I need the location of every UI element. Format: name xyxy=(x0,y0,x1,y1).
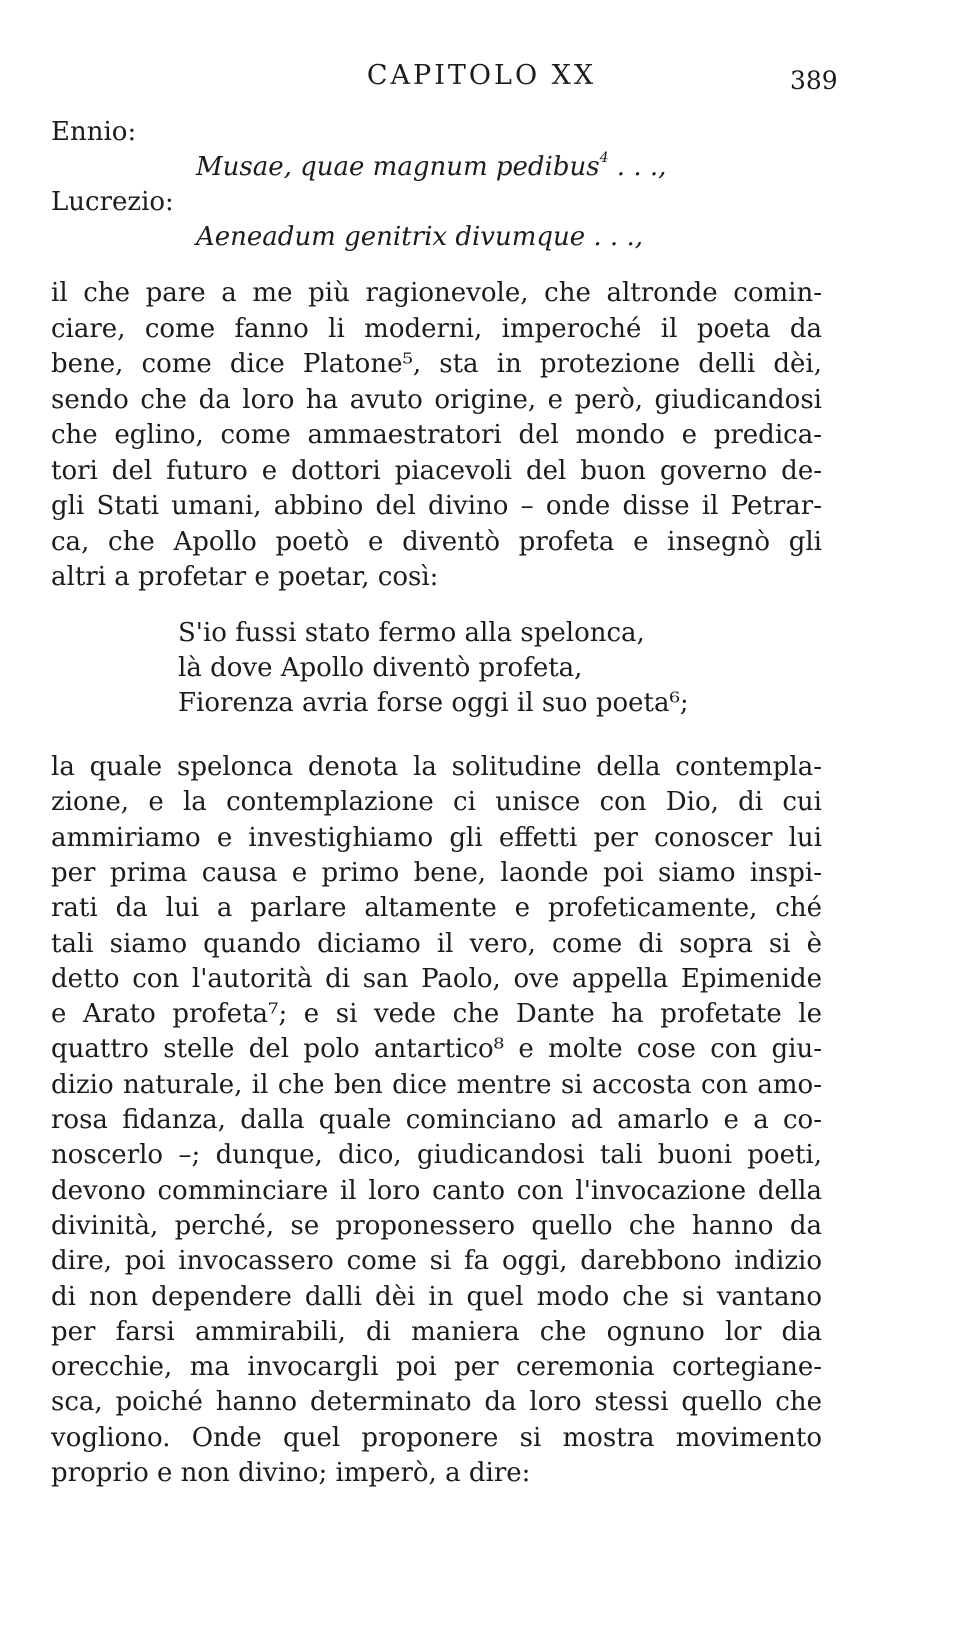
text-line: la quale spelonca denota la solitudine della contempla- xyxy=(51,752,822,782)
text-line: devono comminciare il loro canto con l'invocazione della xyxy=(51,1175,822,1206)
text-line: di non dependere dalli dèi in quel modo che si vantano xyxy=(51,1281,822,1312)
text-line: ca, che Apollo poetò e diventò profeta e insegnò gli xyxy=(51,526,822,557)
text-line: detto con l'autorità di san Paolo, ove appella Epimenide xyxy=(51,963,822,994)
text-line: e Arato profeta⁷; e si vede che Dante ha profetate le xyxy=(51,999,822,1030)
text-line: sca, poiché hanno determinato da loro stessi quello che xyxy=(51,1387,822,1418)
text-line: gli Stati umani, abbino del divino – onde disse il Petrar- xyxy=(51,491,822,521)
text-line: sendo che da loro ha avuto origine, e però, giudicandosi xyxy=(51,384,822,415)
text-line: vogliono. Onde quel proponere si mostra movimento xyxy=(51,1422,822,1453)
text-line: bene, come dice Platone⁵, sta in protezione delli dèi, xyxy=(51,349,822,379)
text-line: Fiorenza avria forse oggi il suo poeta⁶; xyxy=(178,688,689,718)
text-line: S'io fussi stato fermo alla spelonca, xyxy=(178,618,645,648)
text-line: il che pare a me più ragionevole, che altronde comin- xyxy=(51,278,822,308)
text-line: divinità, perché, se proponessero quello che hanno da xyxy=(51,1210,822,1241)
citation-label: Lucrezio: xyxy=(51,187,174,217)
page-number: 389 xyxy=(790,66,838,95)
text-line: altri a profetar e poetar, così: xyxy=(51,562,439,592)
text-line: rosa fidanza, dalla quale cominciano ad amarlo e a co- xyxy=(51,1105,822,1135)
text-line: tali siamo quando diciamo il vero, come di sopra si è xyxy=(51,928,822,959)
text-line: che eglino, come ammaestratori del mondo e predica- xyxy=(51,420,822,450)
running-head: CAPITOLO XX xyxy=(366,60,597,91)
text-line: dizio naturale, il che ben dice mentre si accosta con amo- xyxy=(51,1069,822,1100)
text-line: per prima causa e primo bene, laonde poi siamo inspi- xyxy=(51,857,822,888)
text-line: dire, poi invocassero come si fa oggi, darebbono indizio xyxy=(51,1246,822,1277)
text-line: rati da lui a parlare altamente e profeticamente, ché xyxy=(51,893,822,924)
text-line: quattro stelle del polo antartico⁸ e molte cose con giu- xyxy=(51,1034,822,1065)
text-line: per farsi ammirabili, di maniera che ognuno lor dia xyxy=(51,1316,822,1347)
citation-verse: Musae, quae magnum pedibus$^4$ . . ., xyxy=(196,150,667,182)
text-line: proprio e non divino; imperò, a dire: xyxy=(51,1458,531,1488)
text-line: tori del futuro e dottori piacevoli del buon governo de- xyxy=(51,455,822,486)
text-line: là dove Apollo diventò profeta, xyxy=(178,653,583,683)
citation-label: Ennio: xyxy=(51,117,137,147)
text-line: zione, e la contemplazione ci unisce con Dio, di cui xyxy=(51,787,822,818)
text-line: noscerlo –; dunque, dico, giudicandosi tali buoni poeti, xyxy=(51,1140,822,1171)
citation-verse: Aeneadum genitrix divumque . . ., xyxy=(196,222,643,252)
text-line: ammiriamo e investighiamo gli effetti per conoscer lui xyxy=(51,822,822,853)
text-line: ciare, come fanno li moderni, imperoché il poeta da xyxy=(51,313,822,344)
footnote-marker: 4 xyxy=(599,150,609,167)
text-line: orecchie, ma invocargli poi per ceremonia cortegiane- xyxy=(51,1352,822,1383)
